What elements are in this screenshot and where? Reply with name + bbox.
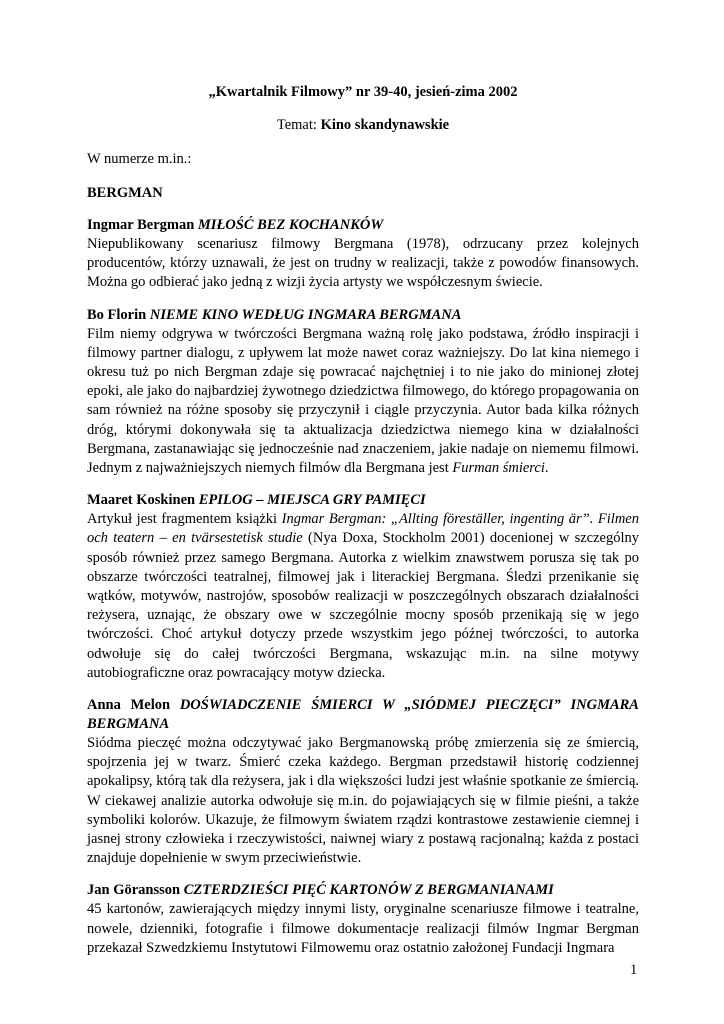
article-author: Anna Melon bbox=[87, 697, 171, 714]
article-1 bbox=[87, 216, 639, 293]
article-heading bbox=[87, 306, 639, 325]
article-body-text: Film niemy odgrywa w twórczości Bergmana ważną rolę jako podstawa, źródło inspiracji i filmowy partner dialogu, z upływem lat może nawet coraz ważniejszy. Do lat kina niemego i okresu tuż po nich Bergman zdaje się powracać najchętniej i to nie jako do minionej złotej epoki, ale jako do najbardziej żywotnego dziedzictwa filmowego, do którego propagowania on sam również na różne sposoby się przyczynił i ciągle przyczynia. Autor bada kilka różnych dróg, którymi dokonywała się ta aktualizacja dziedzictwa niemego kina w działalności Bergmana, zastanawiając się jednocześnie nad znaczeniem, jakie nadaje on niememu filmowi. Jednym z najważniejszych niemych filmów dla Bergmana jest bbox=[87, 325, 639, 477]
issue-topic bbox=[87, 115, 639, 135]
article-4 bbox=[87, 696, 639, 868]
article-body: 45 kartonów, zawierających między innymi listy, oryginalne scenariusze filmowe i teatralne, nowele, dzienniki, fotografie i filmowe dokumentacje realizacji filmów Ingmar Bergman przekazał Szwedzkiemu Instytutowi Filmowemu oraz ostatnio założonej Fundacji Ingmara bbox=[87, 901, 639, 956]
article-body bbox=[87, 510, 639, 683]
article-body: Niepublikowany scenariusz filmowy Bergmana (1978), odrzucany przez kolejnych producentów, którzy uznawali, że jest on trudny w realizacji, także z powodów finansowych. Można go odbierać jako jedną z wizji życia artysty we współczesnym świecie. bbox=[87, 236, 639, 291]
document-page bbox=[87, 82, 639, 958]
issue-title: „Kwartalnik Filmowy” nr 39-40, jesień-zima 2002 bbox=[208, 84, 518, 100]
article-body bbox=[87, 325, 639, 479]
article-title: MIŁOŚĆ BEZ KOCHANKÓW bbox=[197, 217, 384, 233]
article-title: EPILOG – MIEJSCA GRY PAMIĘCI bbox=[198, 492, 426, 509]
article-body-text: (Nya Doxa, Stockholm 2001) docenionej w szczególny sposób również przez samego Bergmana. Autorka z wielkim znawstwem porusza się tak po obszarze twórczości teatralnej, filmowej jak i literackiej Bergmana. Śledzi przenikanie się wątków, motywów, nastrojów, sposobów realizacji w poszczególnych obszarach działalności reżysera, uznając, że obszary owe w szczególnie mocny sposób przenikają się w jego twórczości. Choć artykuł dotyczy przede wszystkim jego późnej twórczości, to autorka odwołuje się do całej twórczości Bergmana, wskazując m.in. na silne motywy autobiograficzne oraz powracający motyw dziecka. bbox=[87, 530, 640, 681]
article-heading bbox=[87, 881, 639, 900]
article-title: NIEME KINO WEDŁUG INGMARA BERGMANA bbox=[149, 306, 462, 323]
article-heading bbox=[87, 491, 639, 510]
article-heading bbox=[87, 216, 639, 235]
article-3 bbox=[87, 491, 639, 683]
book-title: Ingmar Bergman: „Allting föreställer, ingenting är”. Filmen och teatern – en tvärsestetisk studie bbox=[87, 511, 639, 547]
article-body: Siódma pieczęć można odczytywać jako Bergmanowską próbę zmierzenia się ze śmiercią, spojrzenia jej w twarz. Śmierć czeka każdego. Bergman przedstawił historię codziennej apokalipsy, którą tak dla reżysera, jak i dla większości ludzi jest właśnie spotkanie ze śmiercią. W ciekawej analizie autorka odwołuje się m.in. do pojawiających się w filmie pieśni, a także symboliki kolorów. Ukazuje, że filmowym światem rządzi kontrastowe zestawienie ciemnej i jasnej strony człowieka i rzeczywistości, naiwnej wiary z postawą racjonalną; każda z postaci znajduje dopełnienie w swym przeciwieństwie. bbox=[87, 735, 639, 867]
article-2 bbox=[87, 306, 639, 479]
article-author: Jan Göransson bbox=[87, 882, 181, 899]
article-author: Ingmar Bergman bbox=[87, 217, 195, 233]
intro-text: W numerze m.in.: bbox=[87, 151, 192, 167]
film-title: Furman śmierci bbox=[452, 460, 545, 477]
article-5 bbox=[87, 881, 639, 958]
article-body-start: Artykuł jest fragmentem książki bbox=[87, 511, 278, 528]
section-heading: BERGMAN bbox=[87, 185, 163, 201]
article-author: Bo Florin bbox=[87, 306, 147, 323]
article-title: DOŚWIADCZENIE ŚMIERCI W „SIÓDMEJ PIECZĘCI” INGMARA BERGMANA bbox=[87, 697, 639, 733]
article-body-end: . bbox=[544, 460, 549, 477]
topic-label: Temat: bbox=[276, 117, 317, 133]
article-title: CZTERDZIEŚCI PIĘĆ KARTONÓW Z BERGMANIANAMI bbox=[183, 882, 554, 899]
article-heading bbox=[87, 696, 639, 734]
page-number: 1 bbox=[630, 962, 638, 978]
article-author: Maaret Koskinen bbox=[87, 492, 196, 509]
topic-value: Kino skandynawskie bbox=[320, 117, 450, 133]
